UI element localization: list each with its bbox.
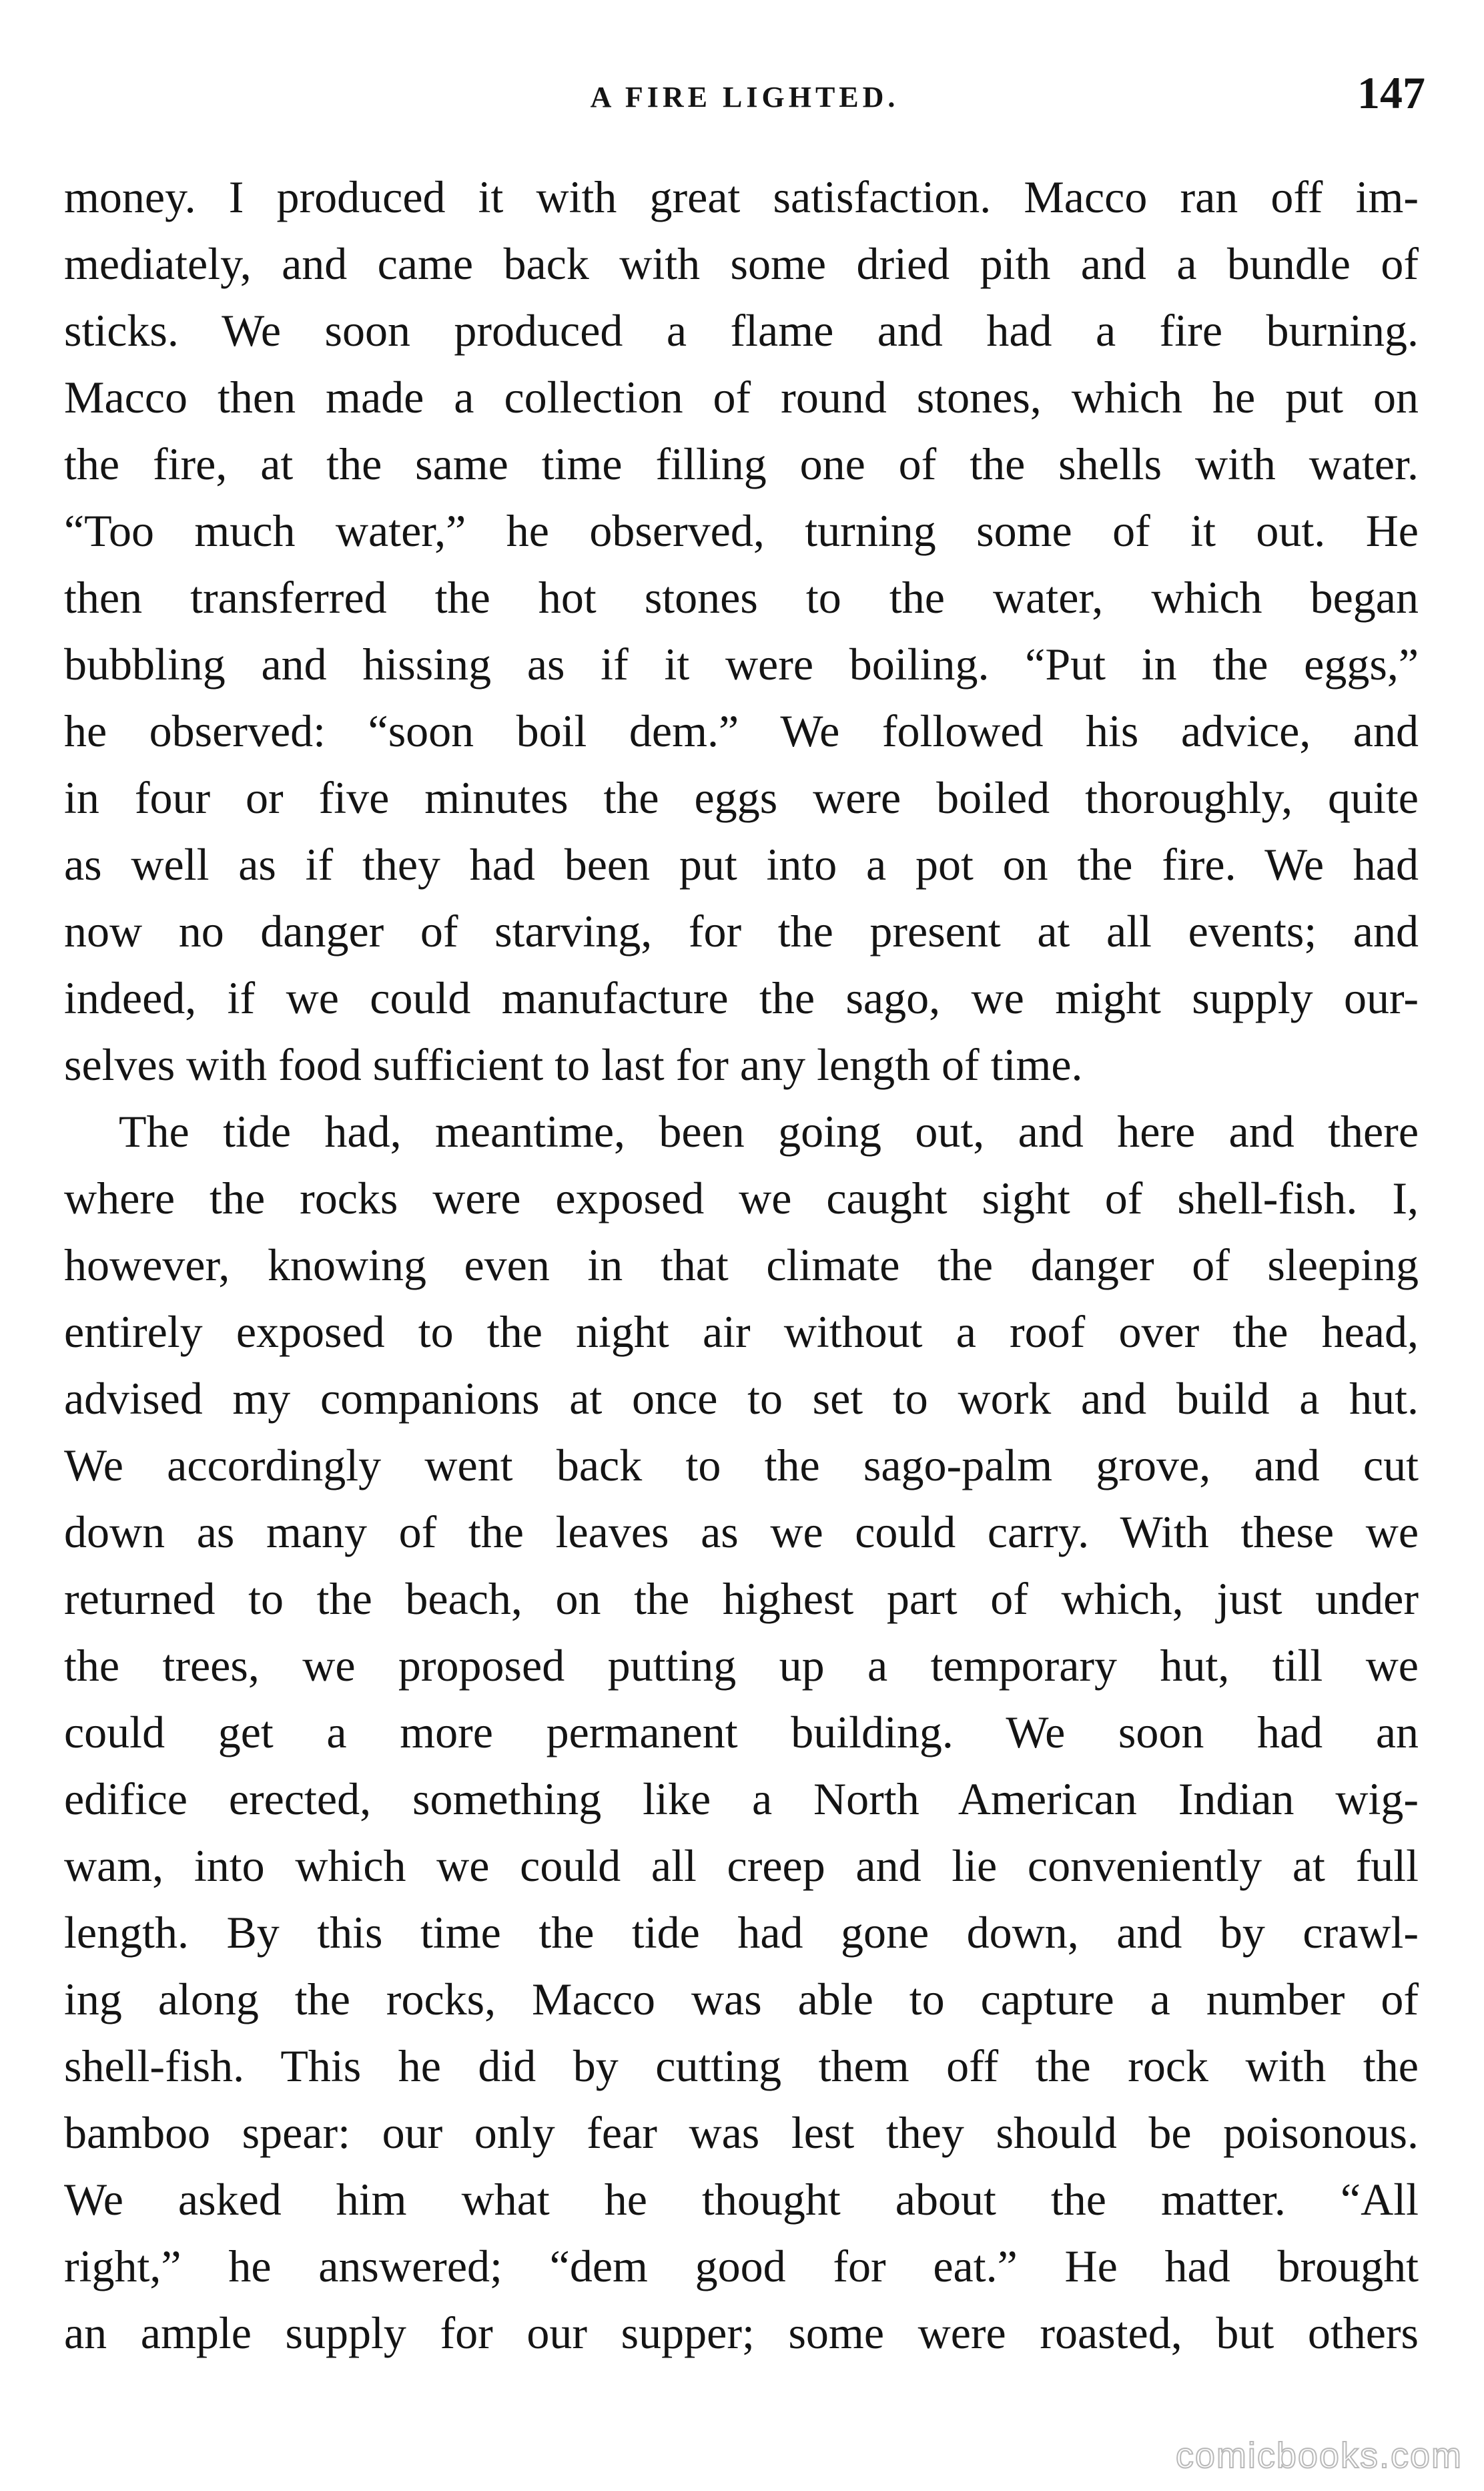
text-line: however, knowing even in that climate the danger of sleeping bbox=[64, 1239, 1419, 1290]
text-line: wam, into which we could all creep and lie conveniently at full bbox=[64, 1840, 1419, 1891]
text-line: bubbling and hissing as if it were boiling. “Put in the eggs,” bbox=[64, 639, 1419, 689]
text-line: an ample supply for our supper; some were roasted, but others bbox=[64, 2307, 1419, 2358]
text-line: where the rocks were exposed we caught sight of shell-fish. I, bbox=[64, 1173, 1419, 1223]
text-line: the fire, at the same time filling one of the shells with water. bbox=[64, 439, 1419, 489]
page-number: 147 bbox=[1357, 67, 1425, 118]
paragraph-last-line: selves with food sufficient to last for any length of time. bbox=[64, 1039, 1083, 1090]
running-head bbox=[64, 67, 1425, 127]
text-line: entirely exposed to the night air without a roof over the head, bbox=[64, 1306, 1419, 1357]
watermark: comicbooks.com bbox=[1175, 2436, 1463, 2476]
text-line: edifice erected, something like a North American Indian wig- bbox=[64, 1773, 1419, 1824]
text-line: as well as if they had been put into a pot on the fire. We had bbox=[64, 839, 1419, 890]
text-line: in four or five minutes the eggs were boiled thoroughly, quite bbox=[64, 772, 1419, 823]
text-line: now no danger of starving, for the present at all events; and bbox=[64, 906, 1419, 956]
text-line: We accordingly went back to the sago-palm grove, and cut bbox=[64, 1440, 1419, 1490]
text-line: money. I produced it with great satisfaction. Macco ran off im- bbox=[64, 172, 1419, 222]
text-line: length. By this time the tide had gone down, and by crawl- bbox=[64, 1907, 1419, 1958]
text-line: could get a more permanent building. We soon had an bbox=[64, 1707, 1419, 1757]
text-line: advised my companions at once to set to work and build a hut. bbox=[64, 1373, 1419, 1424]
text-line: right,” he answered; “dem good for eat.” He had brought bbox=[64, 2241, 1419, 2291]
text-line: “Too much water,” he observed, turning some of it out. He bbox=[64, 505, 1419, 556]
text-line: bamboo spear: our only fear was lest they should be poisonous. bbox=[64, 2107, 1419, 2158]
text-line: We asked him what he thought about the matter. “All bbox=[64, 2174, 1419, 2225]
body-text bbox=[64, 164, 1419, 2366]
text-line: sticks. We soon produced a flame and had a fire burning. bbox=[64, 305, 1419, 356]
paragraph-first-line: The tide had, meantime, been going out, and here and there bbox=[119, 1106, 1419, 1157]
text-line: mediately, and came back with some dried pith and a bundle of bbox=[64, 238, 1419, 289]
text-line: returned to the beach, on the highest part of which, just under bbox=[64, 1573, 1419, 1624]
text-line: then transferred the hot stones to the water, which began bbox=[64, 572, 1419, 623]
running-title: A FIRE LIGHTED. bbox=[590, 81, 899, 113]
text-line: down as many of the leaves as we could carry. With these we bbox=[64, 1506, 1419, 1557]
text-line: shell-fish. This he did by cutting them off the rock with the bbox=[64, 2040, 1419, 2091]
text-line: Macco then made a collection of round stones, which he put on bbox=[64, 372, 1419, 423]
text-line: the trees, we proposed putting up a temporary hut, till we bbox=[64, 1640, 1419, 1691]
text-line: he observed: “soon boil dem.” We followed his advice, and bbox=[64, 706, 1419, 756]
text-line: ing along the rocks, Macco was able to capture a number of bbox=[64, 1974, 1419, 2024]
text-line: indeed, if we could manufacture the sago, we might supply our- bbox=[64, 973, 1419, 1023]
